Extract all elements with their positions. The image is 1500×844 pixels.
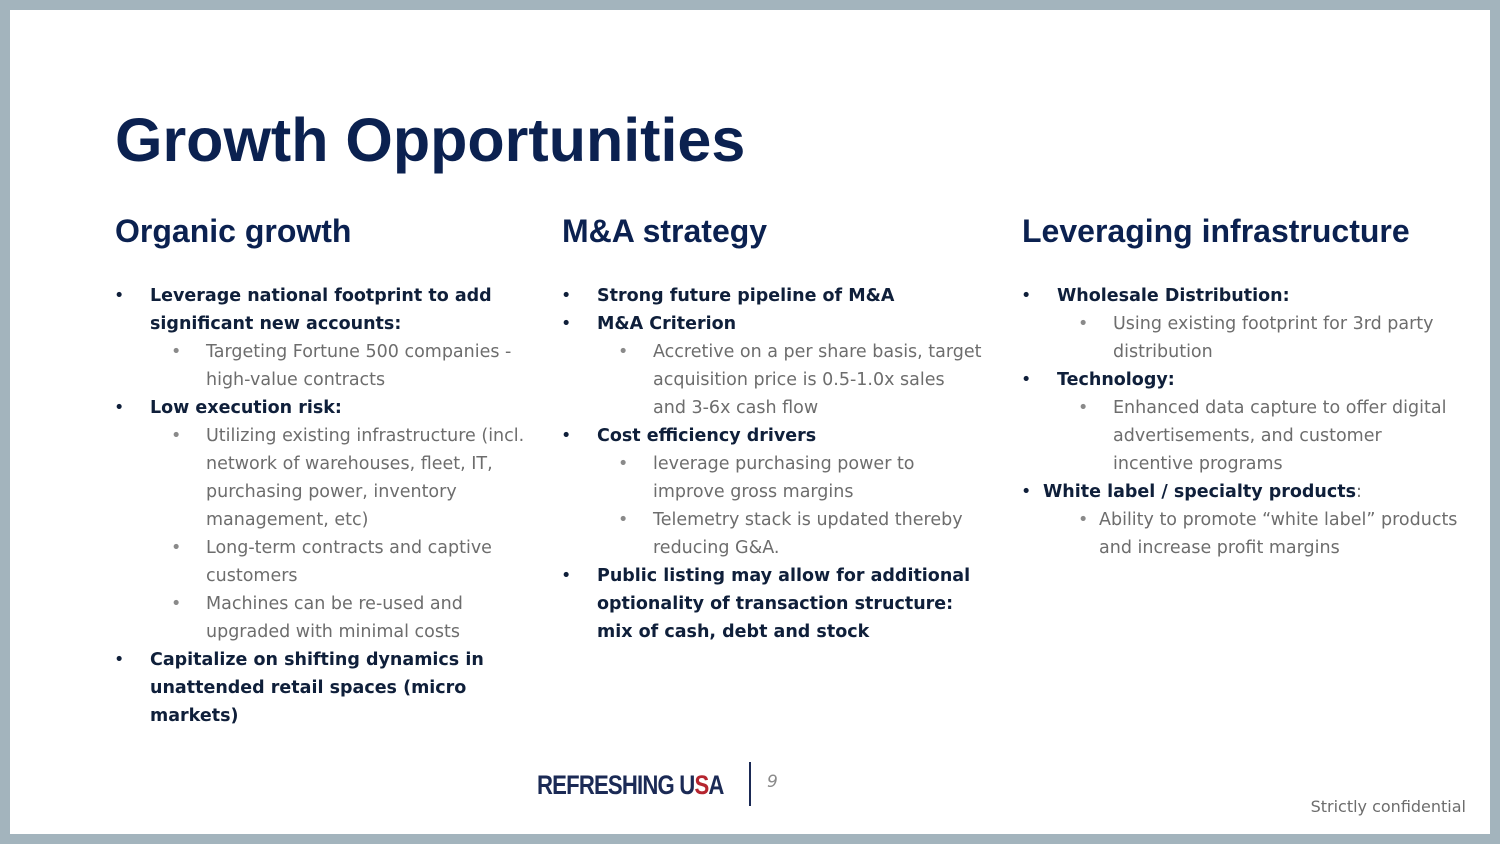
list-item: • leverage purchasing power to improve gross margins <box>562 450 982 506</box>
logo-text: A <box>708 770 724 800</box>
list-item: • Targeting Fortune 500 companies - high-value contracts <box>115 338 535 394</box>
footer-divider <box>749 762 751 806</box>
list-item <box>1022 478 1462 506</box>
list-item: • Long-term contracts and captive customers <box>115 534 535 590</box>
page-title: Growth Opportunities <box>115 106 746 174</box>
list-item: • Machines can be re-used and upgraded with minimal costs <box>115 590 535 646</box>
list-item: • Low execution risk: <box>115 394 535 422</box>
list-item: • Wholesale Distribution: <box>1022 282 1462 310</box>
list-item: • Capitalize on shifting dynamics in unattended retail spaces (micro markets) <box>115 646 535 730</box>
column-heading: M&A strategy <box>562 213 768 249</box>
list-item: • Accretive on a per share basis, target acquisition price is 0.5-1.0x sales and 3-6x cash flow <box>562 338 982 422</box>
list-item: • Using existing footprint for 3rd party distribution <box>1022 310 1462 366</box>
bullet-list <box>115 282 535 730</box>
list-item: • M&A Criterion <box>562 310 982 338</box>
list-item-suffix: : <box>1356 482 1362 502</box>
column-heading: Organic growth <box>115 213 352 249</box>
logo-text: REFRESHING U <box>537 770 695 800</box>
list-item: • Strong future pipeline of M&A <box>562 282 982 310</box>
list-item: • Ability to promote “white label” products and increase profit margins <box>1022 506 1462 562</box>
company-logo <box>537 770 724 801</box>
list-item-text: White label / specialty products <box>1043 482 1357 502</box>
list-item: • Leverage national footprint to add significant new accounts: <box>115 282 535 338</box>
list-item: • Technology: <box>1022 366 1462 394</box>
logo-text-accent: S <box>694 770 709 800</box>
column-ma-strategy <box>562 210 982 646</box>
list-item: • Cost efficiency drivers <box>562 422 982 450</box>
column-leveraging-infrastructure <box>1022 210 1462 562</box>
confidentiality-notice: Strictly confidential <box>1310 797 1466 816</box>
bullet-list <box>562 282 982 646</box>
list-item: • Utilizing existing infrastructure (incl. network of warehouses, fleet, IT, purchasing power, inventory management, etc) <box>115 422 535 534</box>
list-item: • Telemetry stack is updated thereby reducing G&A. <box>562 506 982 562</box>
list-item: • Enhanced data capture to offer digital advertisements, and customer incentive programs <box>1022 394 1462 478</box>
page-number: 9 <box>767 772 778 792</box>
column-heading: Leveraging infrastructure <box>1022 213 1410 249</box>
list-item: • Public listing may allow for additional optionality of transaction structure: mix of cash, debt and stock <box>562 562 982 646</box>
bullet-list <box>1022 282 1462 562</box>
slide <box>10 10 1490 834</box>
column-organic-growth <box>115 210 535 730</box>
